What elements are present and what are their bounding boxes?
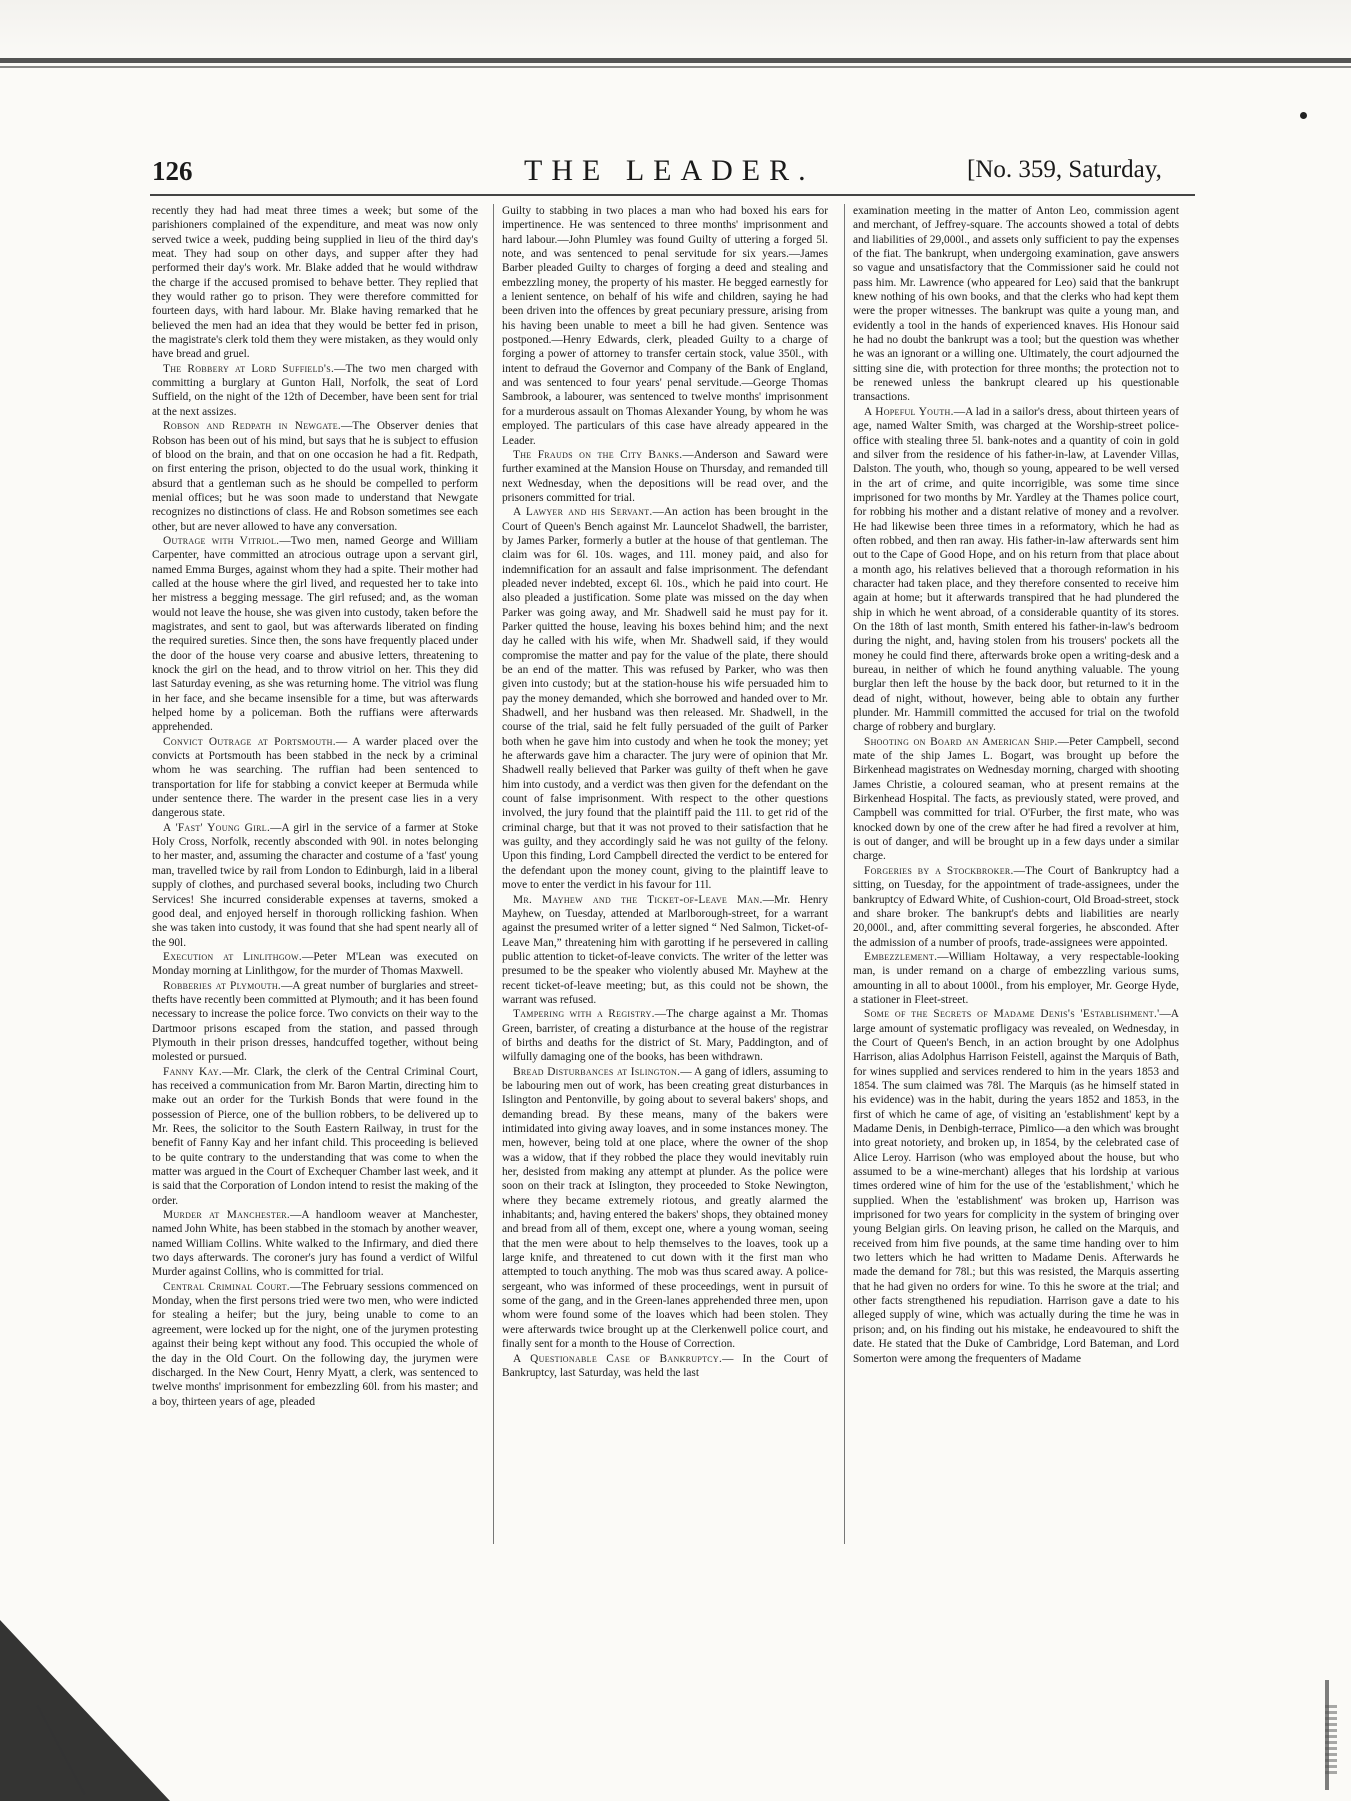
- article-paragraph: [502, 505, 828, 892]
- article-paragraph: [502, 1065, 828, 1352]
- article-heading: Central Criminal Court.: [163, 1280, 290, 1293]
- article-heading: Bread Disturbances at Islington.: [513, 1065, 681, 1078]
- top-rule: [0, 58, 1351, 63]
- article-heading: Mr. Mayhew and the Ticket-of-Leave Man.: [513, 893, 763, 906]
- article-paragraph: [152, 950, 478, 979]
- article-heading: A Questionable Case of Bankruptcy.: [513, 1352, 723, 1365]
- article-text: — A gang of idlers, assuming to be labouring men out of work, has been creating great disturbances in Islington and Pentonville, by going about to several bakers' shops, and demanding bread. By these means, many of the bakers were intimidated into giving away loaves, and in some instances money. The men, however, being told at one place, where the owner of the shop was a widow, that if they robbed the place they would inevitably ruin her, desisted from making any attempt at plunder. As the police were soon on their track at Islington, they proceeded to Stoke Newington, where they became extremely riotous, and greatly alarmed the inhabitants; and, having entered the bakers' shops, they obtained money and bread from all of them, except one, where a young woman, seeing that the men were about to help themselves to the loaves, took up a large knife, and threatened to cut down with it the first man who attempted to touch anything. The mob was thus scared away. A police-sergeant, who was informed of these proceedings, went in pursuit of some of the gang, and in the Green-lanes apprehended three men, upon whom were found some of the loaves which had been stolen. They were afterwards twice brought up at the Clerkenwell police court, and finally sent for a month to the House of Correction.: [502, 1065, 828, 1351]
- article-text: —Mr. Henry Mayhew, on Tuesday, attended at Marlborough-street, for a warrant against the presumed writer of a letter signed “ Ned Salmon, Ticket-of-Leave Man,” threatening him with garotting if he persevered in calling public attention to ticket-of-leave convicts. The writer of the letter was presumed to be the speaker who violently abused Mr. Mayhew at the recent ticket-of-leave meeting; but, as this could not be shown, the warrant was refused.: [502, 893, 828, 1006]
- article-heading: A 'Fast' Young Girl.: [163, 821, 271, 834]
- article-paragraph: [152, 735, 478, 821]
- article-heading: Embezzlement.: [864, 950, 938, 963]
- article-paragraph: [152, 362, 478, 419]
- article-paragraph: [853, 735, 1179, 864]
- article-text: —A girl in the service of a farmer at Stoke Holy Cross, Norfolk, recently absconded with 90l. in notes belonging to her master, and, assuming the character and costume of a 'fast' young man, travelled twice by rail from London to Edinburgh, laid in a liberal supply of clothes, and purchased several books, including two Church Services! She incurred considerable expenses at taverns, smoked a good deal, and enjoyed herself in thorough rollicking fashion. When she was taken into custody, it was found that she had spent nearly all of the 90l.: [152, 821, 478, 949]
- article-heading: Tampering with a Registry.: [513, 1008, 655, 1021]
- article-paragraph: [502, 448, 828, 505]
- article-paragraph: [152, 979, 478, 1065]
- article-text: —The Court of Bankruptcy had a sitting, on Tuesday, for the appointment of trade-assignees, under the bankruptcy of Edward White, of Cushion-court, Old Broad-street, stock and share broker. The bankrupt's debts and liabilities are nearly 20,000l., and, after committing several forgeries, he absconded. After the admission of a number of proofs, trade-assignees were appointed.: [853, 864, 1179, 949]
- article-paragraph: [152, 1208, 478, 1280]
- article-text: —Peter Campbell, second mate of the ship James L. Bogart, was brought up before the Birkenhead magistrates on Wednesday morning, charged with shooting James Christie, a coloured seaman, who at present remains at the Birkenhead Hospital. The facts, as previously stated, were proved, and Campbell was committed for trial. O'Furber, the first mate, who was knocked down by one of the crew after he had fired a revolver at him, is out of danger, and will be brought up in a few days under a similar charge.: [853, 735, 1179, 863]
- article-text: —The February sessions commenced on Monday, when the first persons tried were two men, who were indicted for stealing a heifer; but the jury, being unable to come to an agreement, were locked up for the night, one of the jurymen protesting against their being kept without any food. This occupied the whole of the day in the Old Court. On the following day, the jurymen were discharged. In the New Court, Henry Myatt, a clerk, was sentenced to twelve months' imprisonment for embezzling 60l. from his master; and a boy, thirteen years of age, pleaded: [152, 1280, 478, 1408]
- page-number: 126: [152, 156, 193, 186]
- article-heading: A Hopeful Youth.: [864, 405, 954, 418]
- article-text: —Anderson and Saward were further examined at the Mansion House on Thursday, and remanded till next Wednesday, when the depositions will be read over, and the prisoners committed for trial.: [502, 448, 828, 504]
- scan-edge-mark: [1325, 1705, 1337, 1775]
- article-text: —William Holtaway, a very respectable-looking man, is under remand on a charge of embezzling various sums, amounting in all to about 1000l., from his employer, Mr. George Hyde, a stationer in Fleet-street.: [853, 950, 1179, 1006]
- article-text: —The charge against a Mr. Thomas Green, barrister, of creating a disturbance at the house of the registrar of births and deaths for the district of St. Mary, Paddington, and of wilfully damaging one of the books, has been withdrawn.: [502, 1008, 828, 1064]
- article-paragraph: [502, 1007, 828, 1064]
- article-heading: Convict Outrage at Portsmouth.: [163, 735, 336, 748]
- article-paragraph: [502, 893, 828, 1008]
- article-paragraph: [853, 864, 1179, 950]
- article-heading: Outrage with Vitriol.: [163, 534, 280, 547]
- article-text: —Peter M'Lean was executed on Monday morning at Linlithgow, for the murder of Thomas Maxwell.: [152, 950, 478, 978]
- article-heading: Fanny Kay.: [163, 1065, 223, 1078]
- article-text: —Mr. Clark, the clerk of the Central Criminal Court, has received a communication from Mr. Baron Martin, directing him to make out an order for the Turkish Bonds that were found in the possession of Pierce, one of the bullion robbers, to be delivered up to Mr. Rees, the solicitor to the South Eastern Railway, in trust for the benefit of Fanny Kay and her infant child. This proceeding is believed to be quite contrary to the understanding that was come to when the matter was argued in the Court of Exchequer Chamber last week, and it is said that the Corporation of London intend to resist the making of the order.: [152, 1065, 478, 1207]
- article-heading: Forgeries by a Stockbroker.: [864, 864, 1014, 877]
- article-heading: The Robbery at Lord Suffield's.: [163, 362, 335, 375]
- article-paragraph: [152, 419, 478, 534]
- article-heading: The Frauds on the City Banks.: [513, 448, 683, 461]
- page-header: [152, 150, 1192, 194]
- article-text: —A large amount of systematic profligacy was revealed, on Wednesday, in the Court of Queen's Bench, in an action brought by one Adolphus Harrison, alias Adolphus Harrison Feistell, against the Marquis of Bath, for wines supplied and services rendered to him in the years 1853 and 1854. The sum claimed was 78l. The Marquis (as he himself stated in his evidence) was in the habit, during the years 1852 and 1853, in the first of which he came of age, of visiting an 'establishment' kept by a Madame Denis, in Denbigh-terrace, Pimlico—a den which was brought into great notoriety, and broken up, in 1854, by the celebrated case of Alice Leroy. Harrison (who was employed about the house, but who assumed to be a wine-merchant) alleges that his lordship at various times ordered wine of him for the use of the 'establishment,' which he supplied. When the 'establishment' was broken up, Harrison was imprisoned for two years for complicity in the system of bringing over young Belgian girls. On leaving prison, he called on the Marquis, and received from him five pounds, at the same time handing over to him two letters which he had written to Madame Denis. Afterwards he made the demand for 78l.; but this was resisted, the Marquis asserting that he had given no orders for wine. To this he swore at the trial; and other facts strengthened his repudiation. Harrison gave a date to his alleged supply of wine, which was actually during the time he was in prison; and, on his finding out his mistake, he endeavoured to shift the date. He stated that the Duke of Cambridge, Lord Bateman, and Lord Somerton were among the frequenters of Madame: [853, 1008, 1179, 1365]
- article-text: —A handloom weaver at Manchester, named John White, has been stabbed in the stomach by another weaver, named William Collins. White walked to the Infirmary, and died there two days afterwards. The coroner's jury has found a verdict of Wilful Murder against Collins, who is committed for trial.: [152, 1209, 478, 1279]
- article-paragraph: [502, 1352, 828, 1381]
- scan-shadow: [0, 1620, 170, 1801]
- article-text: —A great number of burglaries and street-thefts have recently been committed at Plymouth; and it has been found necessary to increase the police force. Two convicts on their way to the Dartmoor prisons escaped from the station, and passed through Plymouth in their prison dresses, handcuffed together, without being molested or pursued.: [152, 979, 478, 1064]
- column-2: [502, 204, 828, 1546]
- article-text: —A lad in a sailor's dress, about thirteen years of age, named Walter Smith, was charged at the Worship-street police-office with stealing three 5l. bank-notes and a quantity of coin in gold and silver from the residence of his father-in-law, at Lavender Villas, Dalston. The youth, who, though so young, appeared to be well versed in the art of crime, and quite incorrigible, was some time since imprisoned for two months by Mr. Yardley at the Thames police court, for robbing his mother and a distant relative of money and a revolver. He had likewise been three times in a reformatory, which he had as often robbed, and then ran away. His father-in-law afterwards sent him out to the Cape of Good Hope, and on his return from that place about a month ago, his relatives believed that a thorough reformation in his character had taken place, and they therefore consented to receive him again at home; but it afterwards transpired that he had plundered the ship in which he went abroad, of a considerable quantity of its stores. On the 18th of last month, Smith entered his father-in-law's bedroom during the night, and, having stolen from his trousers' pockets all the money he could find there, afterwards broke open a writing-desk and a bureau, in neither of which he found anything valuable. The young burglar then left the house by the back door, but returned to it in the dead of night, without, however, being able to obtain any further plunder. Mr. Hammill committed the accused for trial on the twofold charge of robbery and burglary.: [853, 405, 1179, 734]
- top-rule-thin: [0, 66, 1351, 68]
- article-paragraph: [152, 534, 478, 735]
- article-heading: Execution at Linlithgow.: [163, 950, 302, 963]
- article-heading: Some of the Secrets of Madame Denis's 'Establishment.': [864, 1008, 1160, 1021]
- article-paragraph: [152, 204, 478, 362]
- article-text: — A warder placed over the convicts at Portsmouth has been stabbed in the neck by a criminal whom he was searching. The ruffian had been sentenced to transportation for life for stabbing a convict keeper at Bermuda while under sentence there. The warder in the present case lies in a very dangerous state.: [152, 735, 478, 820]
- article-heading: Robson and Redpath in Newgate.: [163, 420, 342, 433]
- header-rule: [150, 194, 1195, 196]
- article-heading: A Lawyer and his Servant.: [513, 506, 653, 519]
- column-3: [853, 204, 1179, 1546]
- column-1: [152, 204, 478, 1546]
- article-paragraph: [152, 1065, 478, 1208]
- article-heading: Murder at Manchester.: [163, 1209, 291, 1222]
- article-paragraph: [152, 821, 478, 950]
- article-paragraph: [152, 1280, 478, 1409]
- article-paragraph: [853, 204, 1179, 405]
- article-text: examination meeting in the matter of Anton Leo, commission agent and merchant, of Jeffrey-square. The accounts showed a total of debts and liabilities of 29,000l., and assets only sufficient to pay the expenses of the fiat. The bankrupt, when undergoing examination, gave answers so vague and unsatisfactory that the Commissioner said he could not pass him. Mr. Lawrence (who appeared for Leo) said that the bankrupt knew nothing of his own books, and that the clerks who had kept them were the proper witnesses. The bankrupt was quite a young man, and evidently a tool in the hands of experienced knaves. His Honour said he had no doubt the bankrupt was a tool; but the question was whether he was an ignorant or a willing one. Ultimately, the court adjourned the sitting sine die, with protection for three months; the protection not to be renewed unless the bankrupt cleared up his questionable transactions.: [853, 205, 1179, 404]
- margin-mark: [1300, 112, 1307, 119]
- article-text: —An action has been brought in the Court of Queen's Bench against Mr. Launcelot Shadwell, the barrister, by James Parker, formerly a butler at the house of that gentleman. The claim was for 6l. 10s. wages, and 11l. money paid, and also for indemnification for an assault and false imprisonment. The defendant pleaded never indebted, except 6l. 10s., which he paid into court. He also pleaded a justification. Some plate was missed on the day when Parker was going away, and Mr. Shadwell said he must pay for it. Parker quitted the house, leaving his boxes behind him; and the next day he called with his wife, when Mr. Shadwell said, if they would compromise the matter and pay for the value of the plate, there should be an end of the matter. This was refused by Parker, who was then given into custody; but at the station-house his wife persuaded him to pay the money demanded, which she borrowed and handed over to Mr. Shadwell, and her husband was then released. Mr. Shadwell, in the course of the trial, said he felt fully persuaded of the guilt of Parker both when he gave him into custody and when he took the money; yet he afterwards gave him a character. The jury were of opinion that Mr. Shadwell really believed that Parker was guilty of theft when he gave him into custody, and a verdict was then given for the defendant on the count of false imprisonment. With respect to the other questions involved, the jury found that the plaintiff paid the 11l. to get rid of the criminal charge, but that it was not proved to their satisfaction that he was guilty, and they accordingly said he was not guilty of the felony. Upon this finding, Lord Campbell directed the verdict to be entered for the defendant upon the money count, giving to the plaintiff leave to move to enter the verdict in his favour for 11l.: [502, 506, 828, 892]
- scan-top-band: [0, 0, 1351, 92]
- article-text: —The two men charged with committing a burglary at Gunton Hall, Norfolk, the seat of Lord Suffield, on the night of the 12th of December, have been sent for trial at the next assizes.: [152, 362, 478, 418]
- article-text: recently they had had meat three times a week; but some of the parishioners complained of the expenditure, and meat was now only served twice a week, pudding being supplied in lieu of the third day's meat. They had soup on other days, and supper after they had performed their day's work. Mr. Blake added that he would withdraw the charge if the accused promised to behave better. They replied that they would rather go to prison. They were therefore committed for fourteen days, with hard labour. Mr. Blake having remarked that he believed the men had an idea that they would be better fed in prison, the magistrate's clerk told them they were mistaken, as they would only have bread and gruel.: [152, 205, 478, 361]
- article-text: — In the Court of Bankruptcy, last Saturday, was held the last: [502, 1352, 828, 1379]
- article-text: —Two men, named George and William Carpenter, have committed an atrocious outrage upon a servant girl, named Emma Burges, against whom they had a spite. Their mother had called at the house where the girl lived, and requested her to take into her mistress a begging message. The girl refused; and, as the woman would not leave the house, she was given into custody, taken before the magistrates, and sent to gaol, but was afterwards liberated on finding the required sureties. Since then, the sons have frequently placed under the door of the house very coarse and abusive letters, threatening to knock the girl on the head, and to throw vitriol on her. This they did last Saturday evening, as she was returning home. The vitriol was flung in her face, and she became insensible for a time, but was afterwards helped home by a policeman. Both the ruffians were afterwards apprehended.: [152, 534, 478, 734]
- article-heading: Shooting on Board an American Ship.: [864, 735, 1058, 748]
- issue-info: [No. 359, Saturday,: [967, 156, 1162, 183]
- column-divider: [493, 204, 494, 1544]
- article-heading: Robberies at Plymouth.: [163, 979, 282, 992]
- masthead-title: THE LEADER.: [524, 154, 815, 187]
- article-paragraph: [853, 1007, 1179, 1366]
- article-paragraph: [502, 204, 828, 448]
- article-text: —The Observer denies that Robson has been out of his mind, but says that he is subject to effusion of blood on the brain, and that on one occasion he had a fit. Redpath, on first entering the prison, objected to do the usual work, thinking it absurd that a gentleman such as he should be compelled to perform menial offices; but he was soon made to understand that Newgate recognizes no distinctions of class. He and Robson sometimes see each other, but are never allowed to have any conversation.: [152, 420, 478, 533]
- column-divider: [844, 204, 845, 1544]
- article-text: Guilty to stabbing in two places a man who had boxed his ears for impertinence. He was sentenced to three months' imprisonment and hard labour.—John Plumley was found Guilty of uttering a forged 5l. note, and was sentenced to penal servitude for six years.—James Barber pleaded Guilty to charges of forging a deed and stealing and embezzling money, the property of his master. He begged earnestly for a lenient sentence, on behalf of his wife and children, saying he had been driven into the offences by great pecuniary pressure, arising from his having been unable to meet a bill he had given. Sentence was postponed.—Henry Edwards, clerk, pleaded Guilty to a charge of forging a power of attorney to transfer certain stock, value 350l., with intent to defraud the Governor and Company of the Bank of England, and was sentenced to four years' penal servitude.—George Thomas Sambrook, a labourer, was sentenced to twelve months' imprisonment for a murderous assault on Thomas Alexander Young, by whom he was employed. The particulars of this case have already appeared in the Leader.: [502, 205, 828, 447]
- article-paragraph: [853, 405, 1179, 735]
- article-paragraph: [853, 950, 1179, 1007]
